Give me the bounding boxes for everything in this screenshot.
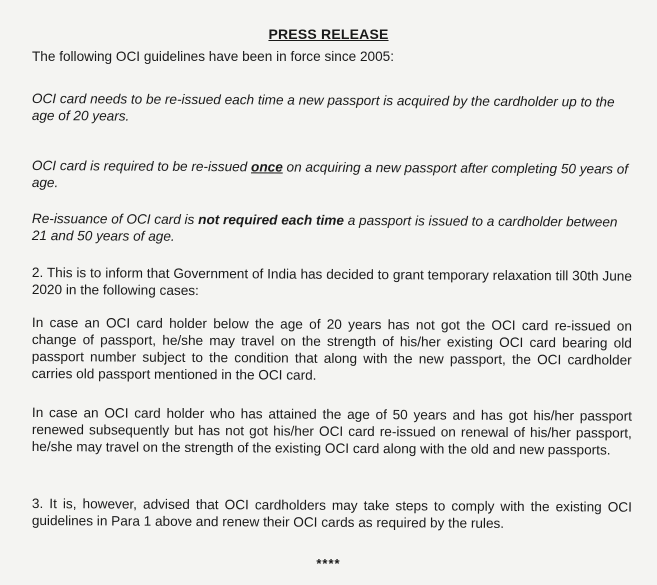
case-below-20: In case an OCI card holder below the age of 20 years has not got the OCI card re-issued on change of passport, he/she may travel on the strength of his/her existing OCI card bearing old passport number subject to the condition that along with the new passport, the OCI cardholder carries old passport mentioned in the OCI card. xyxy=(31,314,632,383)
rule-3-emphasis: not required each time xyxy=(198,212,345,228)
rule-no-reissue-21-50 xyxy=(32,210,632,248)
rule-2-emphasis: once xyxy=(251,159,283,175)
rule-reissue-after-50 xyxy=(32,157,632,195)
case-above-50: In case an OCI card holder who has attained the age of 50 years and has got his/her passport renewed subsequently but has not got his/her OCI card re-issued on renewal of his/her passport, he/she may travel on the strength of the existing OCI card along with the old and new passports. xyxy=(31,404,632,458)
page-title: PRESS RELEASE xyxy=(268,26,389,42)
intro-text: The following OCI guidelines have been in force since 2005: xyxy=(32,49,394,64)
rule-2-post: on acquiring a new passport after completing 50 years of age. xyxy=(31,159,629,191)
rule-3-post: a passport is issued to a cardholder between 21 and 50 years of age. xyxy=(31,212,618,244)
rule-reissue-under-20: OCI card needs to be re-issued each time a new passport is acquired by the cardholder up to the age of 20 years. xyxy=(31,90,615,124)
end-marker: **** xyxy=(316,556,341,571)
rule-2-pre: OCI card is required to be re-issued xyxy=(31,157,252,175)
rule-3-pre: Re-issuance of OCI card is xyxy=(31,210,199,228)
paragraph-2: 2. This is to inform that Government of India has decided to grant temporary relaxation till 30th June 2020 in the following cases: xyxy=(31,264,632,299)
paragraph-3: 3. It is, however, advised that OCI cardholders may take steps to comply with the existing OCI guidelines in Para 1 above and renew their OCI cards as required by the rules. xyxy=(31,495,632,531)
